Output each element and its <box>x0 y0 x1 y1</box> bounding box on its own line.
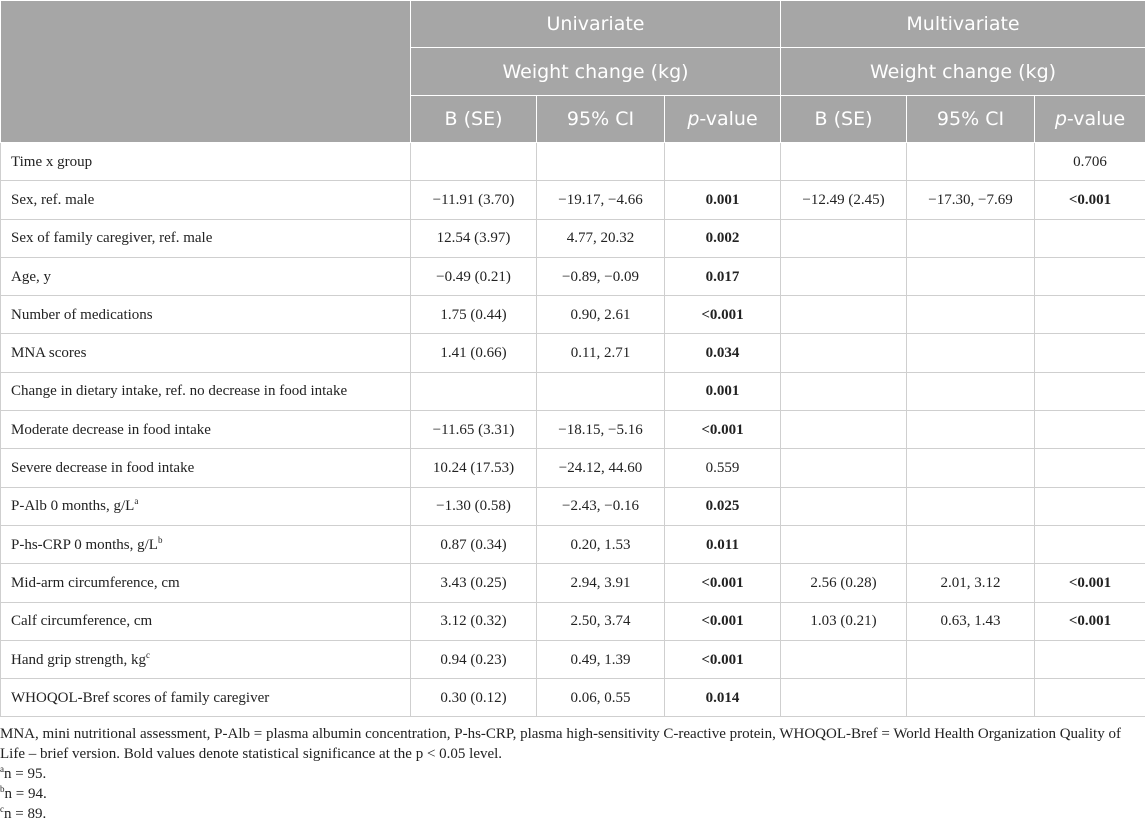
row-label <box>1 602 411 640</box>
cell-multivariate-ci <box>907 219 1035 257</box>
table-row <box>1 449 1145 487</box>
table-row <box>1 411 1145 449</box>
cell-univariate-b-se: 3.43 (0.25) <box>411 564 537 602</box>
row-label <box>1 487 411 525</box>
cell-univariate-p-value: <0.001 <box>665 602 781 640</box>
table-body <box>1 143 1145 717</box>
cell-univariate-p-value: 0.017 <box>665 257 781 295</box>
cell-multivariate-p-value <box>1035 372 1145 410</box>
cell-univariate-ci: 0.20, 1.53 <box>537 525 665 563</box>
cell-univariate-b-se: 0.87 (0.34) <box>411 525 537 563</box>
header-corner <box>1 1 411 143</box>
table-row <box>1 602 1145 640</box>
cell-multivariate-p-value: <0.001 <box>1035 602 1145 640</box>
cell-univariate-b-se: −0.49 (0.21) <box>411 257 537 295</box>
footnote-mark: c <box>0 804 4 814</box>
row-label-text: Moderate decrease in food intake <box>11 421 211 438</box>
col-header-m-ci: 95% CI <box>907 96 1035 143</box>
cell-univariate-b-se: 0.30 (0.12) <box>411 679 537 717</box>
row-label <box>1 219 411 257</box>
cell-univariate-ci: 0.49, 1.39 <box>537 640 665 678</box>
row-label <box>1 143 411 181</box>
cell-multivariate-ci <box>907 640 1035 678</box>
cell-univariate-ci: 0.06, 0.55 <box>537 679 665 717</box>
col-header-u-b-se: B (SE) <box>411 96 537 143</box>
cell-univariate-b-se: 1.75 (0.44) <box>411 296 537 334</box>
cell-univariate-b-se: 3.12 (0.32) <box>411 602 537 640</box>
footnote-c <box>0 804 1140 824</box>
cell-multivariate-ci <box>907 411 1035 449</box>
cell-multivariate-b-se: 2.56 (0.28) <box>781 564 907 602</box>
cell-multivariate-b-se <box>781 487 907 525</box>
cell-univariate-ci <box>537 372 665 410</box>
cell-univariate-ci: 0.11, 2.71 <box>537 334 665 372</box>
cell-multivariate-b-se <box>781 257 907 295</box>
p-suffix: -value <box>699 108 758 130</box>
p-italic: p <box>1054 108 1067 130</box>
cell-multivariate-b-se <box>781 334 907 372</box>
cell-multivariate-b-se <box>781 219 907 257</box>
cell-multivariate-p-value <box>1035 411 1145 449</box>
cell-univariate-p-value: 0.002 <box>665 219 781 257</box>
cell-univariate-p-value: 0.025 <box>665 487 781 525</box>
cell-multivariate-p-value <box>1035 640 1145 678</box>
row-label-text: Hand grip strength, kg <box>11 651 146 668</box>
cell-multivariate-ci <box>907 334 1035 372</box>
cell-univariate-b-se: 1.41 (0.66) <box>411 334 537 372</box>
table-header <box>1 1 1145 143</box>
cell-multivariate-ci <box>907 449 1035 487</box>
cell-multivariate-p-value <box>1035 296 1145 334</box>
row-label-text: MNA scores <box>11 345 87 362</box>
p-suffix: -value <box>1066 108 1126 130</box>
footnote-mark: b <box>157 534 163 545</box>
row-label <box>1 296 411 334</box>
cell-univariate-b-se: 10.24 (17.53) <box>411 449 537 487</box>
cell-univariate-ci <box>537 143 665 181</box>
cell-univariate-p-value: <0.001 <box>665 296 781 334</box>
table-row <box>1 679 1145 717</box>
table-row <box>1 296 1145 334</box>
cell-univariate-p-value: 0.011 <box>665 525 781 563</box>
row-label-text: WHOQOL-Bref scores of family caregiver <box>11 689 270 706</box>
cell-multivariate-p-value <box>1035 487 1145 525</box>
cell-multivariate-ci: 2.01, 3.12 <box>907 564 1035 602</box>
row-label <box>1 679 411 717</box>
cell-univariate-p-value: 0.034 <box>665 334 781 372</box>
cell-multivariate-b-se <box>781 525 907 563</box>
cell-univariate-p-value: 0.559 <box>665 449 781 487</box>
cell-univariate-b-se: 0.94 (0.23) <box>411 640 537 678</box>
row-label-text: Severe decrease in food intake <box>11 460 195 477</box>
cell-multivariate-p-value <box>1035 219 1145 257</box>
cell-multivariate-ci <box>907 679 1035 717</box>
footnote-mark: a <box>0 764 4 774</box>
table-row <box>1 564 1145 602</box>
row-label-text: Sex, ref. male <box>11 191 95 208</box>
footnote-text: n = 89. <box>4 806 47 822</box>
cell-multivariate-b-se <box>781 640 907 678</box>
row-label-text: Time x group <box>11 153 93 170</box>
group-header-univariate: Univariate <box>411 1 781 48</box>
cell-univariate-b-se: −11.65 (3.31) <box>411 411 537 449</box>
cell-multivariate-p-value: <0.001 <box>1035 181 1145 219</box>
table-row <box>1 181 1145 219</box>
cell-univariate-p-value <box>665 143 781 181</box>
footnote-text: n = 94. <box>4 786 47 802</box>
table-row <box>1 640 1145 678</box>
footnote-text: n = 95. <box>4 766 47 782</box>
cell-multivariate-ci: 0.63, 1.43 <box>907 602 1035 640</box>
cell-multivariate-p-value: <0.001 <box>1035 564 1145 602</box>
cell-multivariate-p-value <box>1035 257 1145 295</box>
subheader-multivariate: Weight change (kg) <box>781 48 1145 96</box>
cell-multivariate-ci: −17.30, −7.69 <box>907 181 1035 219</box>
row-label <box>1 372 411 410</box>
table-footnotes <box>0 724 1140 824</box>
cell-univariate-ci: −24.12, 44.60 <box>537 449 665 487</box>
table-row <box>1 219 1145 257</box>
row-label <box>1 564 411 602</box>
cell-univariate-b-se: 12.54 (3.97) <box>411 219 537 257</box>
cell-univariate-ci: 2.94, 3.91 <box>537 564 665 602</box>
cell-multivariate-ci <box>907 372 1035 410</box>
cell-multivariate-b-se <box>781 449 907 487</box>
cell-univariate-p-value: <0.001 <box>665 411 781 449</box>
col-header-m-b-se: B (SE) <box>781 96 907 143</box>
cell-univariate-ci: −2.43, −0.16 <box>537 487 665 525</box>
col-header-u-p-value <box>665 96 781 143</box>
subheader-univariate: Weight change (kg) <box>411 48 781 96</box>
cell-univariate-ci: 0.90, 2.61 <box>537 296 665 334</box>
cell-multivariate-b-se <box>781 143 907 181</box>
table-row <box>1 143 1145 181</box>
table-row <box>1 257 1145 295</box>
cell-multivariate-b-se: −12.49 (2.45) <box>781 181 907 219</box>
row-label <box>1 449 411 487</box>
cell-univariate-ci: −0.89, −0.09 <box>537 257 665 295</box>
row-label-text: P-hs-CRP 0 months, g/L <box>11 536 158 553</box>
row-label-text: Calf circumference, cm <box>11 613 153 630</box>
row-label-text: P-Alb 0 months, g/L <box>11 498 135 515</box>
row-label-text: Number of medications <box>11 306 153 323</box>
cell-univariate-ci: −19.17, −4.66 <box>537 181 665 219</box>
cell-multivariate-ci <box>907 143 1035 181</box>
row-label-text: Sex of family caregiver, ref. male <box>11 230 213 247</box>
row-label <box>1 334 411 372</box>
cell-multivariate-b-se: 1.03 (0.21) <box>781 602 907 640</box>
footnote-mark: c <box>145 649 150 660</box>
cell-univariate-ci: 2.50, 3.74 <box>537 602 665 640</box>
abbreviation-note: MNA, mini nutritional assessment, P-Alb = plasma albumin concentration, P-hs-CRP, plasma high-sensitivity C-reactive protein, WHOQOL-Bref = World Health Organization Quality of Life – brief version. Bold values denote statistical significance at the p < 0.05 level. <box>0 726 1121 762</box>
row-label <box>1 411 411 449</box>
cell-univariate-p-value: <0.001 <box>665 640 781 678</box>
row-label <box>1 181 411 219</box>
table-row <box>1 487 1145 525</box>
row-label-text: Mid-arm circumference, cm <box>11 574 180 591</box>
p-italic: p <box>687 108 700 130</box>
cell-multivariate-p-value <box>1035 679 1145 717</box>
cell-multivariate-ci <box>907 525 1035 563</box>
cell-univariate-b-se <box>411 372 537 410</box>
cell-multivariate-b-se <box>781 411 907 449</box>
cell-multivariate-p-value: 0.706 <box>1035 143 1145 181</box>
cell-univariate-b-se: −11.91 (3.70) <box>411 181 537 219</box>
cell-multivariate-p-value <box>1035 449 1145 487</box>
cell-univariate-p-value: <0.001 <box>665 564 781 602</box>
cell-univariate-ci: 4.77, 20.32 <box>537 219 665 257</box>
table-row <box>1 372 1145 410</box>
cell-multivariate-p-value <box>1035 334 1145 372</box>
row-label <box>1 640 411 678</box>
cell-multivariate-p-value <box>1035 525 1145 563</box>
cell-univariate-ci: −18.15, −5.16 <box>537 411 665 449</box>
col-header-m-p-value <box>1035 96 1145 143</box>
cell-univariate-p-value: 0.014 <box>665 679 781 717</box>
cell-multivariate-ci <box>907 257 1035 295</box>
table-row <box>1 525 1145 563</box>
cell-univariate-p-value: 0.001 <box>665 372 781 410</box>
footnote-a <box>0 764 1140 784</box>
cell-univariate-b-se <box>411 143 537 181</box>
cell-univariate-p-value: 0.001 <box>665 181 781 219</box>
row-label-text: Change in dietary intake, ref. no decrease in food intake <box>11 383 348 400</box>
row-label <box>1 525 411 563</box>
cell-multivariate-ci <box>907 487 1035 525</box>
group-header-multivariate: Multivariate <box>781 1 1145 48</box>
table-row <box>1 334 1145 372</box>
cell-multivariate-ci <box>907 296 1035 334</box>
row-label <box>1 257 411 295</box>
cell-univariate-b-se: −1.30 (0.58) <box>411 487 537 525</box>
cell-multivariate-b-se <box>781 372 907 410</box>
cell-multivariate-b-se <box>781 296 907 334</box>
col-header-u-ci: 95% CI <box>537 96 665 143</box>
footnote-mark: a <box>134 496 139 507</box>
footnote-b <box>0 784 1140 804</box>
footnote-mark: b <box>0 784 5 794</box>
row-label-text: Age, y <box>11 268 51 285</box>
cell-multivariate-b-se <box>781 679 907 717</box>
